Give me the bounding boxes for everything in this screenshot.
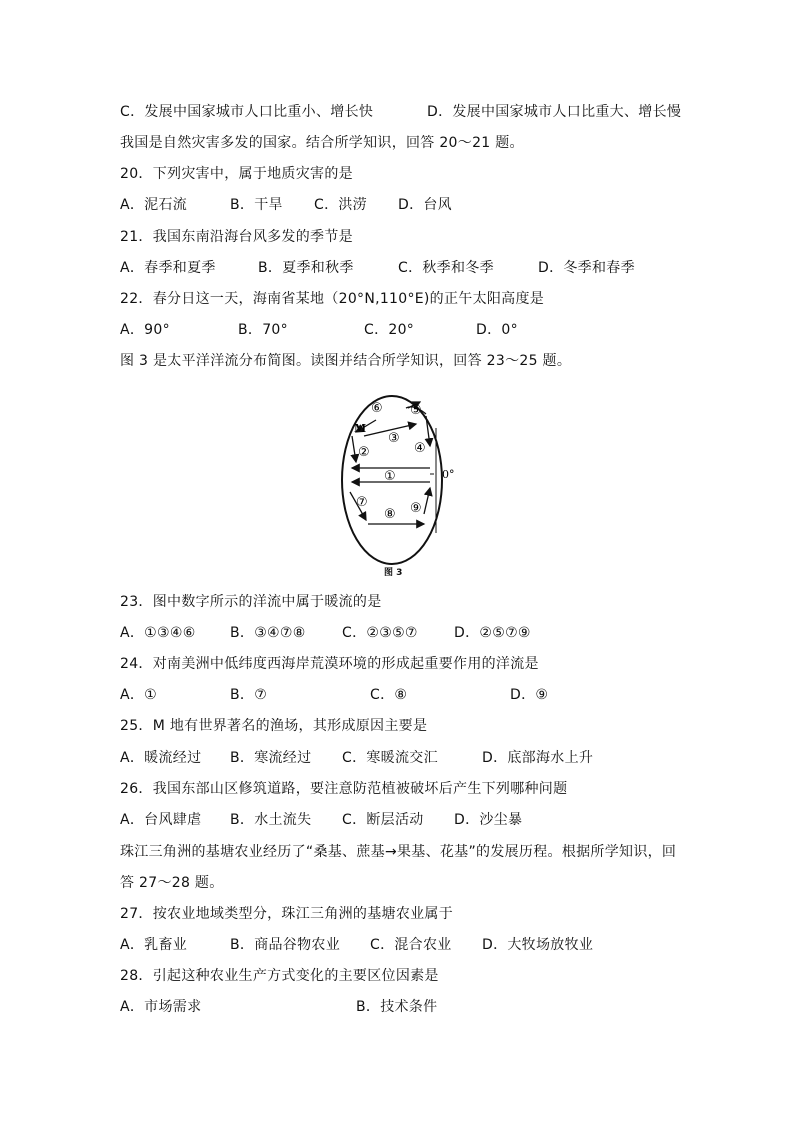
q24-option-d: D．⑨ — [510, 687, 549, 703]
equator-label: 0° — [442, 468, 455, 481]
q27-option-c: C．混合农业 — [370, 937, 452, 953]
label-8: ⑧ — [384, 507, 396, 522]
q24-option-a: A．① — [120, 687, 158, 703]
question-27: 27．按农业地域类型分，珠江三角洲的基塘农业属于 — [120, 906, 454, 922]
q22-option-c: C．20° — [364, 322, 415, 338]
question-22: 22．春分日这一天，海南省某地（20°N,110°E)的正午太阳高度是 — [120, 291, 545, 307]
current-9-arrow — [424, 488, 430, 514]
q24-option-c: C．⑧ — [370, 687, 408, 703]
label-1: ① — [384, 469, 396, 484]
option-c-urbanization: C．发展中国家城市人口比重小、增长快 — [120, 104, 374, 120]
q22-option-b: B．70° — [238, 322, 288, 338]
q22-option-d: D．0° — [476, 322, 518, 338]
pacific-current-diagram — [330, 388, 470, 578]
label-9: ⑨ — [410, 501, 422, 516]
ocean-current-svg — [330, 388, 470, 578]
q26-option-b: B．水土流失 — [230, 812, 312, 828]
label-7: ⑦ — [356, 495, 368, 510]
label-5: ⑤ — [410, 403, 422, 418]
q27-option-a: A．乳畜业 — [120, 937, 188, 953]
q23-option-a: A．①③④⑥ — [120, 625, 196, 641]
q24-option-b: B．⑦ — [230, 687, 268, 703]
q27-option-d: D．大牧场放牧业 — [482, 937, 594, 953]
q23-option-d: D．②⑤⑦⑨ — [454, 625, 531, 641]
q20-option-d: D．台风 — [398, 197, 452, 213]
q20-option-b: B．干旱 — [230, 197, 283, 213]
label-2: ② — [358, 445, 370, 460]
q25-option-d: D．底部海水上升 — [482, 750, 594, 766]
q21-option-d: D．冬季和春季 — [538, 260, 635, 276]
q20-option-a: A．泥石流 — [120, 197, 188, 213]
q28-option-a: A．市场需求 — [120, 999, 202, 1015]
question-23: 23．图中数字所示的洋流中属于暖流的是 — [120, 594, 382, 610]
q26-option-c: C．断层活动 — [342, 812, 424, 828]
q25-option-a: A．暖流经过 — [120, 750, 202, 766]
label-3: ③ — [388, 431, 400, 446]
question-28: 28．引起这种农业生产方式变化的主要区位因素是 — [120, 968, 439, 984]
figure-caption: 图 3 — [384, 568, 403, 578]
q21-option-b: B．夏季和秋季 — [258, 260, 354, 276]
label-m: M — [354, 422, 367, 435]
q20-option-c: C．洪涝 — [314, 197, 367, 213]
current-2-arrow — [352, 436, 356, 462]
question-25: 25．M 地有世界著名的渔场，其形成原因主要是 — [120, 718, 428, 734]
question-24: 24．对南美洲中低纬度西海岸荒漠环境的形成起重要作用的洋流是 — [120, 656, 539, 672]
question-26: 26．我国东部山区修筑道路，要注意防范植被破坏后产生下列哪种问题 — [120, 781, 568, 797]
q26-option-d: D．沙尘暴 — [454, 812, 523, 828]
q22-option-a: A．90° — [120, 322, 170, 338]
q23-option-b: B．③④⑦⑧ — [230, 625, 306, 641]
instruction-27-28-part2: 答 27～28 题。 — [120, 875, 224, 891]
question-21: 21．我国东南沿海台风多发的季节是 — [120, 229, 353, 245]
instruction-20-21: 我国是自然灾害多发的国家。结合所学知识，回答 20～21 题。 — [120, 135, 524, 151]
q21-option-c: C．秋季和冬季 — [398, 260, 494, 276]
q21-option-a: A．春季和夏季 — [120, 260, 216, 276]
instruction-27-28-part1: 珠江三角洲的基塘农业经历了“桑基、蔗基→果基、花基”的发展历程。根据所学知识，回 — [120, 844, 677, 860]
label-4: ④ — [414, 441, 426, 456]
q27-option-b: B．商品谷物农业 — [230, 937, 341, 953]
q26-option-a: A．台风肆虐 — [120, 812, 202, 828]
label-6: ⑥ — [371, 401, 383, 416]
instruction-23-25: 图 3 是太平洋洋流分布简图。读图并结合所学知识，回答 23～25 题。 — [120, 353, 572, 369]
q25-option-b: B．寒流经过 — [230, 750, 312, 766]
option-d-urbanization: D．发展中国家城市人口比重大、增长慢 — [427, 104, 682, 120]
q28-option-b: B．技术条件 — [356, 999, 438, 1015]
question-20: 20．下列灾害中，属于地质灾害的是 — [120, 166, 353, 182]
q23-option-c: C．②③⑤⑦ — [342, 625, 418, 641]
q25-option-c: C．寒暖流交汇 — [342, 750, 438, 766]
